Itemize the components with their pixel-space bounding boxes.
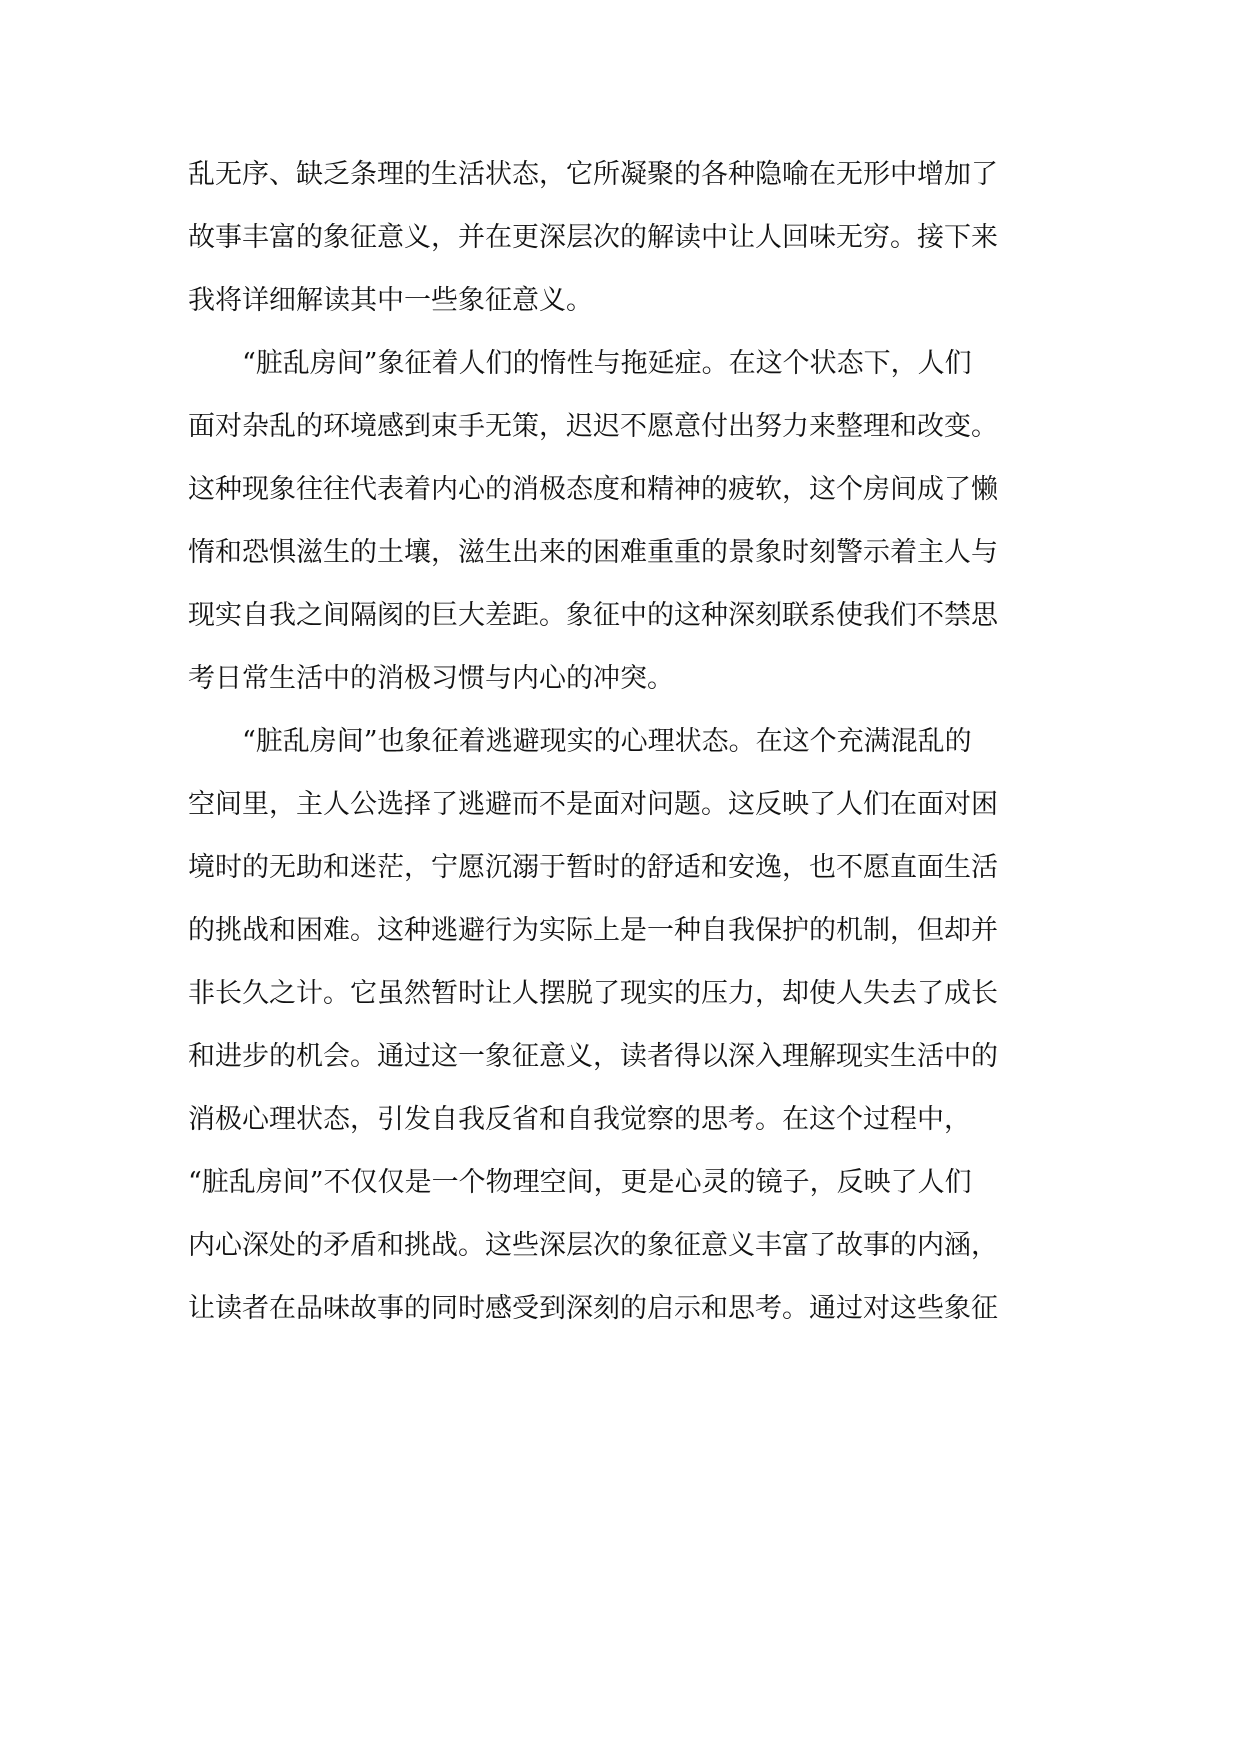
text-line: 内心深处的矛盾和挑战。这些深层次的象征意义丰富了故事的内涵， bbox=[188, 1230, 998, 1261]
text-line: 境时的无助和迷茫，宁愿沉溺于暂时的舒适和安逸，也不愿直面生活 bbox=[188, 852, 998, 883]
text-line: 和进步的机会。通过这一象征意义，读者得以深入理解现实生活中的 bbox=[188, 1041, 998, 1072]
text-line: “脏乱房间”不仅仅是一个物理空间，更是心灵的镜子，反映了人们 bbox=[188, 1167, 972, 1198]
text-line: 惰和恐惧滋生的土壤，滋生出来的困难重重的景象时刻警示着主人与 bbox=[188, 537, 998, 568]
text-line: 让读者在品味故事的同时感受到深刻的启示和思考。通过对这些象征 bbox=[188, 1293, 998, 1324]
body-text bbox=[188, 143, 1060, 1340]
text-line: “脏乱房间”也象征着逃避现实的心理状态。在这个充满混乱的 bbox=[188, 726, 972, 757]
text-line: “脏乱房间”象征着人们的惰性与拖延症。在这个状态下，人们 bbox=[188, 348, 972, 379]
text-line: 非长久之计。它虽然暂时让人摆脱了现实的压力，却使人失去了成长 bbox=[188, 978, 998, 1009]
text-line: 的挑战和困难。这种逃避行为实际上是一种自我保护的机制，但却并 bbox=[188, 915, 998, 946]
text-line: 考日常生活中的消极习惯与内心的冲突。 bbox=[188, 663, 674, 694]
text-line: 空间里，主人公选择了逃避而不是面对问题。这反映了人们在面对困 bbox=[188, 789, 998, 820]
text-line: 故事丰富的象征意义，并在更深层次的解读中让人回味无穷。接下来 bbox=[188, 222, 998, 253]
text-line: 现实自我之间隔阂的巨大差距。象征中的这种深刻联系使我们不禁思 bbox=[188, 600, 998, 631]
text-line: 乱无序、缺乏条理的生活状态，它所凝聚的各种隐喻在无形中增加了 bbox=[188, 159, 998, 190]
text-line: 我将详细解读其中一些象征意义。 bbox=[188, 285, 593, 316]
text-line: 消极心理状态，引发自我反省和自我觉察的思考。在这个过程中， bbox=[188, 1104, 971, 1135]
text-line: 面对杂乱的环境感到束手无策，迟迟不愿意付出努力来整理和改变。 bbox=[188, 411, 998, 442]
text-line: 这种现象往往代表着内心的消极态度和精神的疲软，这个房间成了懒 bbox=[188, 474, 998, 505]
